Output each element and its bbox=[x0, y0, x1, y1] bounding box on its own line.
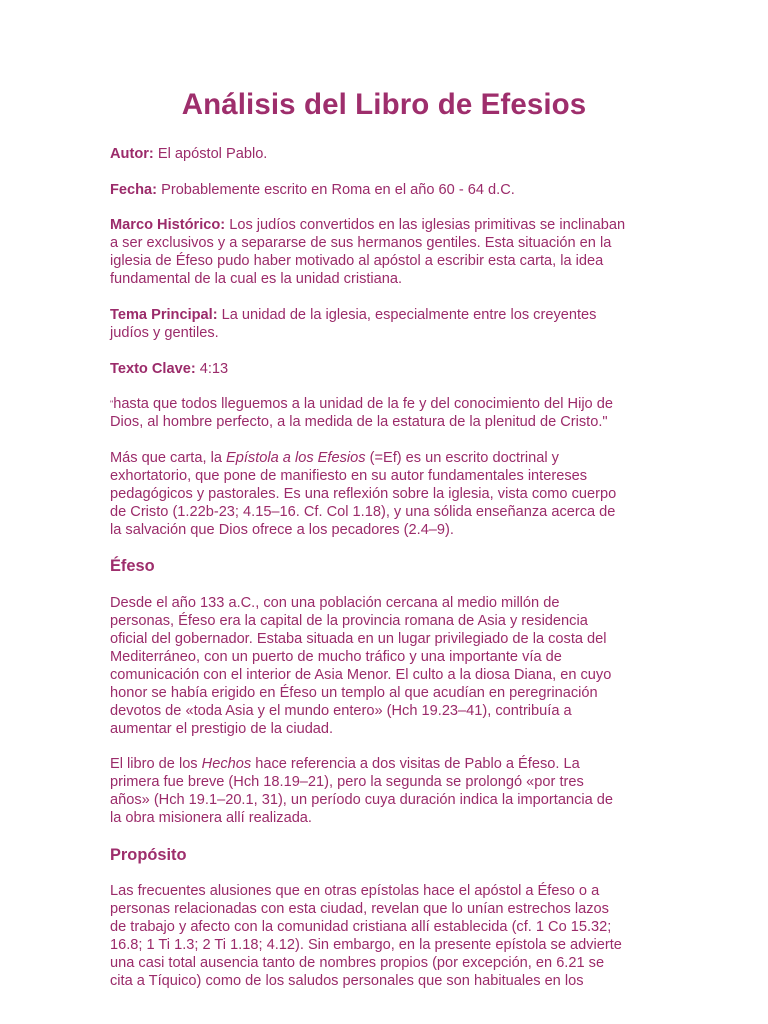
proposito-paragraph-1 bbox=[110, 882, 670, 990]
paragraph-line: de trabajo y afecto con la comunidad cristiana allí establecida (cf. 1 Co 15.32; bbox=[110, 919, 612, 935]
date-label: Fecha: bbox=[110, 182, 158, 198]
quote-mark: " bbox=[110, 399, 114, 409]
date-line bbox=[110, 181, 670, 199]
paragraph-line: aumentar el prestigio de la ciudad. bbox=[110, 721, 334, 737]
paragraph-text: El libro de los bbox=[110, 756, 202, 772]
paragraph-line: primera fue breve (Hch 18.19–21), pero la segunda se prolongó «por tres bbox=[110, 774, 584, 790]
paragraph-line: Desde el año 133 a.C., con una población cercana al medio millón de bbox=[110, 595, 560, 611]
date-value: Probablemente escrito en Roma en el año 60 - 64 d.C. bbox=[157, 182, 515, 198]
main-theme bbox=[110, 306, 670, 342]
paragraph-line: Las frecuentes alusiones que en otras epístolas hace el apóstol a Éfeso o a bbox=[110, 883, 600, 899]
paragraph-line: comunicación con el interior de Asia Menor. El culto a la diosa Diana, en cuyo bbox=[110, 667, 612, 683]
section-heading-proposito: Propósito bbox=[110, 846, 187, 864]
paragraph-line: devotos de «toda Asia y el mundo entero» (Hch 19.23–41), contribuía a bbox=[110, 703, 572, 719]
main-theme-line: judíos y gentiles. bbox=[110, 325, 219, 341]
efeso-paragraph-1 bbox=[110, 594, 670, 738]
historical-context bbox=[110, 216, 670, 288]
key-text-label: Texto Clave: bbox=[110, 361, 196, 377]
historical-context-line: fundamental de la cual es la unidad cristiana. bbox=[110, 271, 403, 287]
intro-line: pedagógicos y pastorales. Es una reflexión sobre la iglesia, vista como cuerpo bbox=[110, 486, 617, 502]
epistle-title: Epístola a los Efesios bbox=[226, 450, 366, 466]
author-line bbox=[110, 145, 670, 163]
intro-line: de Cristo (1.22b-23; 4.15–16. Cf. Col 1.18), y una sólida enseñanza acerca de bbox=[110, 504, 616, 520]
paragraph-line: personas relacionadas con esta ciudad, revelan que lo unían estrechos lazos bbox=[110, 901, 609, 917]
author-label: Autor: bbox=[110, 146, 154, 162]
quote-line: Dios, al hombre perfecto, a la medida de la estatura de la plenitud de Cristo." bbox=[110, 414, 608, 430]
main-theme-line: La unidad de la iglesia, especialmente entre los creyentes bbox=[217, 307, 597, 323]
paragraph-line: honor se había erigido en Éfeso un templo al que acudían en peregrinación bbox=[110, 685, 598, 701]
historical-context-label: Marco Histórico: bbox=[110, 217, 226, 233]
key-text-value: 4:13 bbox=[195, 361, 229, 377]
quote-line: hasta que todos lleguemos a la unidad de la fe y del conocimiento del Hijo de bbox=[113, 396, 613, 412]
author-value: El apóstol Pablo. bbox=[153, 146, 268, 162]
intro-line: exhortatorio, que pone de manifiesto en su autor fundamentales intereses bbox=[110, 468, 588, 484]
paragraph-line: personas, Éfeso era la capital de la provincia romana de Asia y residencia bbox=[110, 613, 588, 629]
paragraph-text: hace referencia a dos visitas de Pablo a Éfeso. La bbox=[251, 756, 580, 772]
book-title: Hechos bbox=[201, 756, 252, 772]
key-verse-quote bbox=[110, 395, 670, 431]
historical-context-line: Los judíos convertidos en las iglesias primitivas se inclinaban bbox=[225, 217, 626, 233]
paragraph-line: la obra misionera allí realizada. bbox=[110, 810, 312, 826]
paragraph-line: 16.8; 1 Ti 1.3; 2 Ti 1.18; 4.12). Sin embargo, en la presente epístola se advierte bbox=[110, 937, 622, 953]
key-text-line bbox=[110, 360, 670, 378]
intro-text: (=Ef) es un escrito doctrinal y bbox=[365, 450, 559, 466]
intro-paragraph bbox=[110, 449, 670, 539]
historical-context-line: a ser exclusivos y a separarse de sus hermanos gentiles. Esta situación en la bbox=[110, 235, 612, 251]
paragraph-line: Mediterráneo, con un puerto de mucho tráfico y una importante vía de bbox=[110, 649, 562, 665]
paragraph-line: oficial del gobernador. Estaba situada en un lugar privilegiado de la costa del bbox=[110, 631, 607, 647]
paragraph-line: años» (Hch 19.1–20.1, 31), un período cuya duración indica la importancia de bbox=[110, 792, 613, 808]
section-heading-efeso: Éfeso bbox=[110, 557, 155, 575]
historical-context-line: iglesia de Éfeso pudo haber motivado al apóstol a escribir esta carta, la idea bbox=[110, 253, 604, 269]
efeso-paragraph-2 bbox=[110, 755, 670, 827]
paragraph-line: cita a Tíquico) como de los saludos personales que son habituales en los bbox=[110, 973, 584, 989]
document-title: Análisis del Libro de Efesios bbox=[181, 88, 587, 121]
intro-text: Más que carta, la bbox=[110, 450, 226, 466]
paragraph-line: una casi total ausencia tanto de nombres propios (por excepción, en 6.21 se bbox=[110, 955, 605, 971]
main-theme-label: Tema Principal: bbox=[110, 307, 218, 323]
intro-line: la salvación que Dios ofrece a los pecadores (2.4–9). bbox=[110, 522, 454, 538]
